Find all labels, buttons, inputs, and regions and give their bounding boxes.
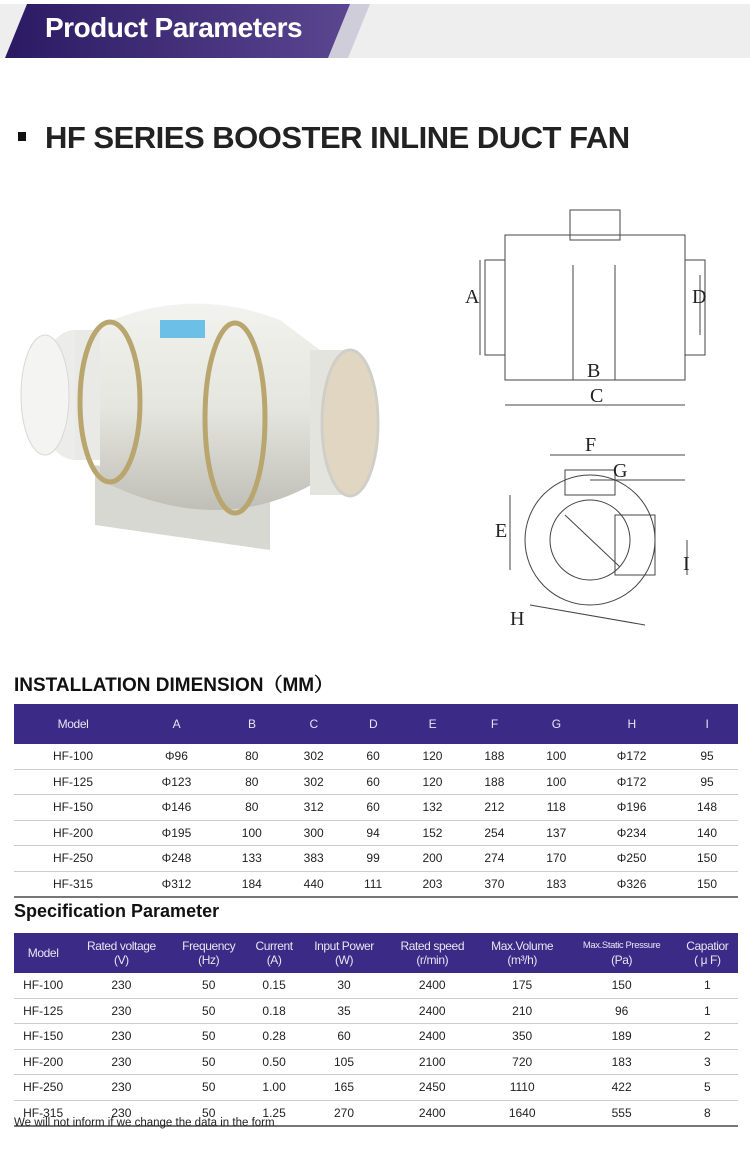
table-cell: 100	[525, 769, 587, 795]
fan-photo	[20, 290, 390, 560]
section-tag-label: Product Parameters	[45, 12, 303, 43]
dim-label-h: H	[510, 608, 525, 630]
table-cell: 60	[301, 1024, 386, 1050]
table-cell: 148	[676, 795, 738, 821]
table-cell: HF-100	[14, 744, 132, 769]
table-cell: 0.50	[247, 1049, 301, 1075]
table-cell: HF-200	[14, 1049, 72, 1075]
dim-label-a: A	[465, 286, 480, 308]
table-cell: 2400	[387, 1024, 478, 1050]
specification-heading: Specification Parameter	[14, 901, 220, 921]
table-cell: 184	[221, 871, 283, 897]
table-cell: 212	[463, 795, 525, 821]
table-row	[14, 998, 738, 1024]
specification-table	[14, 933, 738, 1127]
column-header-label: Max.Static Pressure	[582, 940, 661, 951]
table-cell: 50	[171, 1100, 247, 1126]
table-cell: 1110	[478, 1075, 567, 1101]
table-cell: 230	[72, 1024, 170, 1050]
table-cell: 3	[677, 1049, 738, 1075]
table-cell: 2100	[387, 1049, 478, 1075]
column-header-unit: (m³/h)	[507, 953, 537, 967]
table-cell: 132	[402, 795, 464, 821]
dim-label-c: C	[590, 385, 604, 407]
table-cell: Φ312	[132, 871, 221, 897]
column-header-unit: (V)	[113, 953, 129, 967]
table-cell: 440	[283, 871, 345, 897]
column-header: D	[345, 704, 402, 744]
table-cell: 189	[567, 1024, 677, 1050]
table-cell: 230	[72, 1075, 170, 1101]
table-cell: 0.18	[247, 998, 301, 1024]
table-cell: 120	[402, 769, 464, 795]
table-cell: 210	[478, 998, 567, 1024]
column-header-label: Rated voltage	[86, 939, 156, 953]
column-header: B	[221, 704, 283, 744]
column-header	[301, 933, 386, 973]
table-cell: 94	[345, 820, 402, 846]
table-cell: 1	[677, 973, 738, 998]
table-cell: 105	[301, 1049, 386, 1075]
table-cell: 1.25	[247, 1100, 301, 1126]
table-cell: HF-315	[14, 871, 132, 897]
table-cell: 100	[221, 820, 283, 846]
table-cell: 150	[676, 846, 738, 872]
table-cell: 302	[283, 744, 345, 769]
table-row	[14, 1024, 738, 1050]
column-header-label: Current	[255, 939, 293, 953]
installation-dimension-table	[14, 704, 738, 898]
column-header	[247, 933, 301, 973]
table-cell: 1640	[478, 1100, 567, 1126]
table-cell: 95	[676, 744, 738, 769]
table-cell: 50	[171, 973, 247, 998]
table-cell: 50	[171, 998, 247, 1024]
table-cell: 50	[171, 1024, 247, 1050]
column-header-label: Max.Volume	[491, 939, 554, 953]
table-cell: 30	[301, 973, 386, 998]
column-header: F	[463, 704, 525, 744]
table-cell: Φ234	[587, 820, 676, 846]
dim-label-b: B	[587, 360, 601, 382]
column-header	[14, 933, 72, 973]
column-header	[171, 933, 247, 973]
table-cell: 80	[221, 795, 283, 821]
table-row	[14, 769, 738, 795]
table-cell: 350	[478, 1024, 567, 1050]
table-cell: HF-150	[14, 795, 132, 821]
dim-label-e: E	[495, 520, 508, 542]
table-cell: HF-100	[14, 973, 72, 998]
table-cell: HF-250	[14, 846, 132, 872]
table-cell: 60	[345, 795, 402, 821]
column-header-label: Rated speed	[400, 939, 465, 953]
table-cell: 2400	[387, 998, 478, 1024]
table-cell: 80	[221, 744, 283, 769]
table-cell: 5	[677, 1075, 738, 1101]
table-cell: Φ172	[587, 769, 676, 795]
table-cell: 175	[478, 973, 567, 998]
column-header-label: Frequency	[182, 939, 236, 953]
bullet-icon	[18, 132, 26, 141]
product-title: HF SERIES BOOSTER INLINE DUCT FAN	[45, 120, 630, 155]
table-cell: 1.00	[247, 1075, 301, 1101]
table-cell: 50	[171, 1049, 247, 1075]
table-cell: HF-315	[14, 1100, 72, 1126]
column-header	[677, 933, 738, 973]
table-cell: 2400	[387, 973, 478, 998]
column-header-unit: (A)	[266, 953, 282, 967]
table-row	[14, 871, 738, 897]
table-cell: Φ248	[132, 846, 221, 872]
table-cell: 230	[72, 1100, 170, 1126]
table-cell: 150	[676, 871, 738, 897]
column-header-unit: (Hz)	[198, 953, 220, 967]
table-cell: 203	[402, 871, 464, 897]
table-cell: 137	[525, 820, 587, 846]
table-cell: Φ172	[587, 744, 676, 769]
table-cell: 383	[283, 846, 345, 872]
table-row	[14, 744, 738, 769]
table-cell: 230	[72, 973, 170, 998]
table-cell: 302	[283, 769, 345, 795]
table-cell: 165	[301, 1075, 386, 1101]
table-cell: 0.15	[247, 973, 301, 998]
table-cell: 300	[283, 820, 345, 846]
table-cell: HF-125	[14, 769, 132, 795]
table-cell: 1	[677, 998, 738, 1024]
column-header: H	[587, 704, 676, 744]
table-cell: 254	[463, 820, 525, 846]
column-header: C	[283, 704, 345, 744]
table-cell: 720	[478, 1049, 567, 1075]
table-cell: 183	[567, 1049, 677, 1075]
table-cell: 555	[567, 1100, 677, 1126]
table-cell: 274	[463, 846, 525, 872]
table-cell: Φ196	[587, 795, 676, 821]
column-header-label: Input Power	[314, 939, 374, 953]
table-cell: Φ195	[132, 820, 221, 846]
table-cell: 2	[677, 1024, 738, 1050]
column-header: G	[525, 704, 587, 744]
table-cell: 99	[345, 846, 402, 872]
table-cell: 133	[221, 846, 283, 872]
table-cell: 2450	[387, 1075, 478, 1101]
table-cell: 370	[463, 871, 525, 897]
column-header: E	[402, 704, 464, 744]
table-cell: 170	[525, 846, 587, 872]
table-cell: 422	[567, 1075, 677, 1101]
footnote: We will not inform if we change the data in the form	[14, 1117, 275, 1129]
table-cell: Φ326	[587, 871, 676, 897]
column-header-unit: (r/min)	[416, 953, 449, 967]
table-cell: 140	[676, 820, 738, 846]
table-row	[14, 973, 738, 998]
table-cell: 188	[463, 744, 525, 769]
table-cell: Φ96	[132, 744, 221, 769]
table-cell: HF-250	[14, 1075, 72, 1101]
table-cell: 150	[567, 973, 677, 998]
column-header-label: Model	[27, 946, 59, 960]
table-cell: 100	[525, 744, 587, 769]
table-cell: 200	[402, 846, 464, 872]
table-cell: 80	[221, 769, 283, 795]
table-cell: 35	[301, 998, 386, 1024]
table-cell: 230	[72, 1049, 170, 1075]
table-cell: 152	[402, 820, 464, 846]
column-header-unit: (W)	[334, 953, 354, 967]
table-cell: 0.28	[247, 1024, 301, 1050]
table-cell: HF-125	[14, 998, 72, 1024]
table-cell: Φ123	[132, 769, 221, 795]
table-cell: 2400	[387, 1100, 478, 1126]
table-cell: 60	[345, 744, 402, 769]
table-cell: 95	[676, 769, 738, 795]
table-cell: 8	[677, 1100, 738, 1126]
column-header	[387, 933, 478, 973]
dimension-drawing	[455, 205, 705, 650]
column-header-label: Capatior	[686, 939, 729, 953]
column-header-unit: ( μ F)	[694, 953, 721, 967]
table-cell: 270	[301, 1100, 386, 1126]
column-header	[72, 933, 170, 973]
dim-label-f: F	[585, 434, 597, 456]
dim-label-g: G	[613, 460, 628, 482]
column-header: I	[676, 704, 738, 744]
table-row	[14, 820, 738, 846]
column-header: Model	[14, 704, 132, 744]
table-row	[14, 846, 738, 872]
table-cell: 312	[283, 795, 345, 821]
table-cell: 183	[525, 871, 587, 897]
table-cell: 230	[72, 998, 170, 1024]
installation-heading: INSTALLATION DIMENSION（MM）	[14, 675, 334, 696]
column-header	[478, 933, 567, 973]
table-cell: 120	[402, 744, 464, 769]
dim-label-i: I	[683, 553, 690, 575]
table-cell: HF-150	[14, 1024, 72, 1050]
table-row	[14, 795, 738, 821]
table-cell: Φ250	[587, 846, 676, 872]
table-cell: 188	[463, 769, 525, 795]
table-cell: 50	[171, 1075, 247, 1101]
table-cell: HF-200	[14, 820, 132, 846]
table-cell: 60	[345, 769, 402, 795]
column-header: A	[132, 704, 221, 744]
column-header-unit: (Pa)	[611, 953, 633, 967]
dim-label-d: D	[692, 286, 707, 308]
table-row	[14, 1049, 738, 1075]
table-cell: 111	[345, 871, 402, 897]
table-row	[14, 1075, 738, 1101]
table-cell: 96	[567, 998, 677, 1024]
column-header	[567, 933, 677, 973]
table-cell: 118	[525, 795, 587, 821]
table-cell: Φ146	[132, 795, 221, 821]
